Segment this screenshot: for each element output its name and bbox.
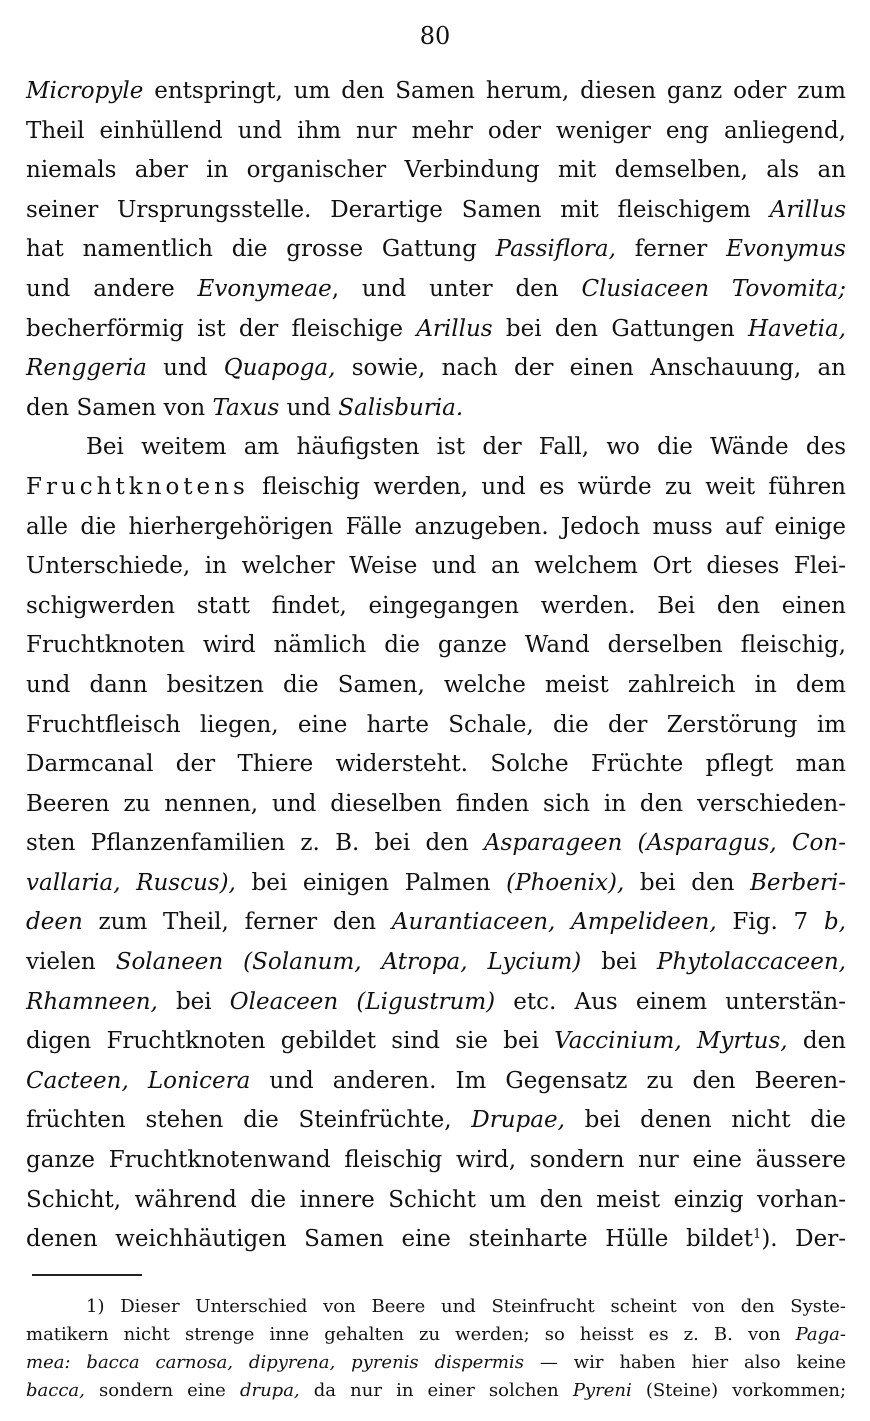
- lines-line: Renggeria und Quapoga, sowie, nach der einen Anschauung, an: [26, 355, 846, 382]
- lines-line: denen weichhäutigen Samen eine steinharte Hülle bildet$^1$). Der-: [26, 1226, 847, 1253]
- lines-line: Bei weitem am häufigsten ist der Fall, wo die Wände des: [86, 434, 846, 461]
- lines-line: Fruchtknoten wird nämlich die ganze Wand derselben fleischig,: [26, 632, 846, 659]
- main-text: [26, 72, 846, 1260]
- lines-line: Schicht, während die innere Schicht um den meist einzig vorhan-: [26, 1186, 846, 1213]
- lines-line: vallaria, Ruscus), bei einigen Palmen (Phoenix), bei den Berberi-: [26, 869, 846, 896]
- lines-line: Rhamneen, bei Oleaceen (Ligustrum) etc. Aus einem unterstän-: [26, 988, 846, 1015]
- lines-line: Beeren zu nennen, und dieselben finden sich in den verschieden-: [26, 790, 846, 817]
- lines-line: Cacteen, Lonicera und anderen. Im Gegensatz zu den Beeren-: [26, 1067, 846, 1094]
- lines-line: schigwerden statt findet, eingegangen werden. Bei den einen: [26, 592, 846, 619]
- lines-line: deen zum Theil, ferner den Aurantiaceen, Ampelideen, Fig. 7 b,: [26, 909, 846, 936]
- footnote_lines-line: mea: bacca carnosa, dipyrena, pyrenis dispermis — wir haben hier also keine: [26, 1352, 847, 1373]
- lines-line: Theil einhüllend und ihm nur mehr oder weniger eng anliegend,: [26, 117, 846, 144]
- footnote_lines-line: matikern nicht strenge inne gehalten zu werden; so heisst es z. B. von Paga-: [26, 1324, 846, 1345]
- lines-line: und dann besitzen die Samen, welche meist zahlreich in dem: [26, 671, 846, 698]
- lines-line: und andere Evonymeae, und unter den Clusiaceen Tovomita;: [26, 275, 846, 302]
- lines-line: Fruchtknotens fleischig werden, und es würde zu weit führen: [26, 473, 846, 500]
- lines-line: Darmcanal der Thiere widersteht. Solche Früchte pflegt man: [26, 751, 846, 778]
- lines-line: sten Pflanzenfamilien z. B. bei den Asparageen (Asparagus, Con-: [26, 830, 846, 857]
- lines-line: hat namentlich die grosse Gattung Passiflora, ferner Evonymus: [26, 236, 846, 263]
- lines-line: den Samen von Taxus und Salisburia.: [26, 394, 464, 421]
- footnote-rule: [32, 1274, 142, 1276]
- lines-line: vielen Solaneen (Solanum, Atropa, Lycium) bei Phytolaccaceen,: [26, 949, 846, 976]
- lines-line: Unterschiede, in welcher Weise und an welchem Ort dieses Flei-: [26, 553, 846, 580]
- page-number: 80: [419, 22, 451, 50]
- lines-line: früchten stehen die Steinfrüchte, Drupae, bei denen nicht die: [26, 1107, 846, 1134]
- lines-line: Fruchtfleisch liegen, eine harte Schale, die der Zerstörung im: [26, 711, 846, 738]
- footnote_lines-line: 1) Dieser Unterschied von Beere und Steinfrucht scheint von den Syste-: [86, 1296, 846, 1317]
- lines-line: becherförmig ist der fleischige Arillus bei den Gattungen Havetia,: [26, 315, 846, 342]
- lines-line: seiner Ursprungsstelle. Derartige Samen mit fleischigem Arillus: [26, 196, 846, 223]
- footnote_lines-line: bacca, sondern eine drupa, da nur in einer solchen Pyreni (Steine) vorkommen;: [26, 1380, 847, 1401]
- footnote: [26, 1293, 846, 1405]
- lines-line: alle die hierhergehörigen Fälle anzugeben. Jedoch muss auf einige: [26, 513, 846, 540]
- lines-line: niemals aber in organischer Verbindung mit demselben, als an: [26, 157, 846, 184]
- lines-line: digen Fruchtknoten gebildet sind sie bei Vaccinium, Myrtus, den: [26, 1028, 846, 1055]
- lines-line: Micropyle entspringt, um den Samen herum, diesen ganz oder zum: [26, 78, 846, 104]
- lines-line: ganze Fruchtknotenwand fleischig wird, sondern nur eine äussere: [26, 1147, 846, 1174]
